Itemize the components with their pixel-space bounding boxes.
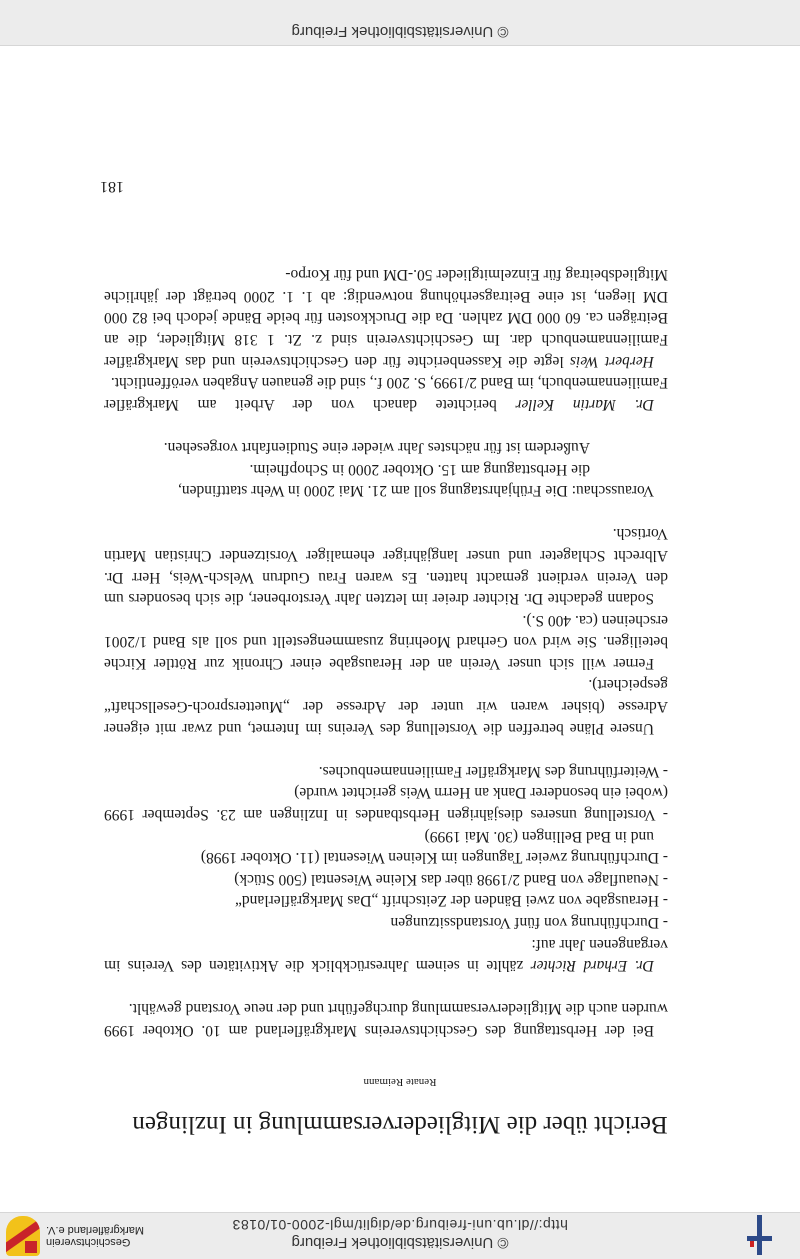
publisher-logo (2, 1216, 152, 1256)
library-copyright: © Universitätsbibliothek Freiburg (291, 1234, 509, 1251)
person-name: Herbert Weis (569, 352, 654, 370)
list-item: - Durchführung zweier Tagungen im Kleinen Wiesental (11. Oktober 1998) (200, 849, 668, 867)
publisher-logo-text: Geschichtsverein Markgräflerland e.V. (46, 1224, 145, 1248)
list-item: - Herausgabe von zwei Bänden der Zeitschrift „Das Markgräflerland“ (235, 892, 668, 910)
article-title: Bericht über die Mitgliederversammlung in Inzlingen (132, 1111, 668, 1138)
article-body (104, 264, 668, 1041)
page-number: 181 (100, 178, 124, 195)
paragraph-chronicle: Ferner will sich unser Verein an der Herausgabe einer Chronik zur Röttler Kirche beteiligen. Sie wird von Gerhard Moehring zusammengestellt und soll als Band 1/2001 erscheinen (ca. 400 S.). (104, 611, 668, 672)
paragraph-memorial: Sodann gedachte Dr. Richter dreier im letzten Jahr Verstorbener, die sich besonders um den Verein verdient gemacht hatten. Es waren Frau Gudrun Welsch-Weis, Herr Dr. Albrecht Schlageter und unser langjähriger ehemaliger Vorsitzender Christian Martin Vortisch. (104, 525, 668, 608)
paragraph-family-names-book: Dr. Martin Keller berichtete danach von der Arbeit am Markgräfler Familiennamenbuch, im Band 2/1999, S. 200 f., sind die genauen Angaben veröffentlicht. (104, 374, 668, 413)
list-item-continuation: und in Bad Bellingen (30. Mai 1999) (424, 827, 654, 845)
source-url-link[interactable]: http://dl.ub.uni-freiburg.de/diglit/mgl-2000-01/0183 (232, 1217, 568, 1233)
paragraph-outlook: Vorausschau: Die Frühjahrstagung soll am 21. Mai 2000 in Wehr stattfinden, die Herbsttagung am 15. Oktober 2000 in Schopfheim. Außerdem ist für nächstes Jahr wieder eine Studienfahrt vorgesehen. (163, 438, 654, 500)
crest-icon (6, 1216, 40, 1256)
list-item: - Weiterführung des Markgräfler Familiennamenbuches. (318, 762, 668, 780)
paragraph-plans: Unsere Pläne betreffen die Vorstellung des Vereins im Internet, und zwar mit eigener Adresse (bisher waren wir unter der Adresse der „Muettersproch-Gesellschaft“ gespeichert). (104, 676, 668, 737)
article-author: Renate Reimann (363, 1076, 437, 1088)
paragraph-intro: Bei der Herbsttagung des Geschichtsvereins Markgräflerland am 10. Oktober 1999 wurden auch die Mitgliederversammlung durchgeführt und der neue Vorstand gewählt. (104, 1000, 668, 1039)
list-item: - Vorstellung unseres diesjährigen Herbstbandes in Inzlingen am 23. September 1999 (wobei ein besonderer Dank an Herrn Weis gerichtet wurde) (104, 784, 668, 824)
paragraph-finances: Herbert Weis legte die Kassenberichte für den Geschichtsverein und das Markgräfler Familiennamenbuch dar. Im Geschichtsverein sind z. Zt. 1 318 Mitglieder, die an Beiträgen ca. 60 000 DM zahlen. Da die Druckkosten für beide Bände jedoch bei 82 000 DM liegen, ist eine Beitragserhöhung notwendig: ab 1. 1. 2000 beträgt der jährliche Mitgliedsbeitrag für Einzelmitglieder 50.-DM und für Korpo- (104, 266, 668, 370)
viewer-footer (0, 0, 800, 46)
person-name: Dr. Erhard Richter (530, 957, 654, 975)
library-copyright-footer: © Universitätsbibliothek Freiburg (291, 23, 509, 40)
person-name: Dr. Martin Keller (515, 395, 654, 413)
activity-list (104, 760, 668, 933)
list-item: - Durchführung von fünf Vorstandssitzungen (390, 914, 668, 932)
paragraph-annual-review: Dr. Erhard Richter zählte in seinem Jahresrückblick die Aktivitäten des Vereins im vergangenen Jahr auf: (104, 935, 668, 975)
viewer-header (0, 1212, 800, 1259)
list-item: - Neuauflage von Band 2/1998 über das Kleine Wiesental (500 Stück) (234, 870, 668, 888)
